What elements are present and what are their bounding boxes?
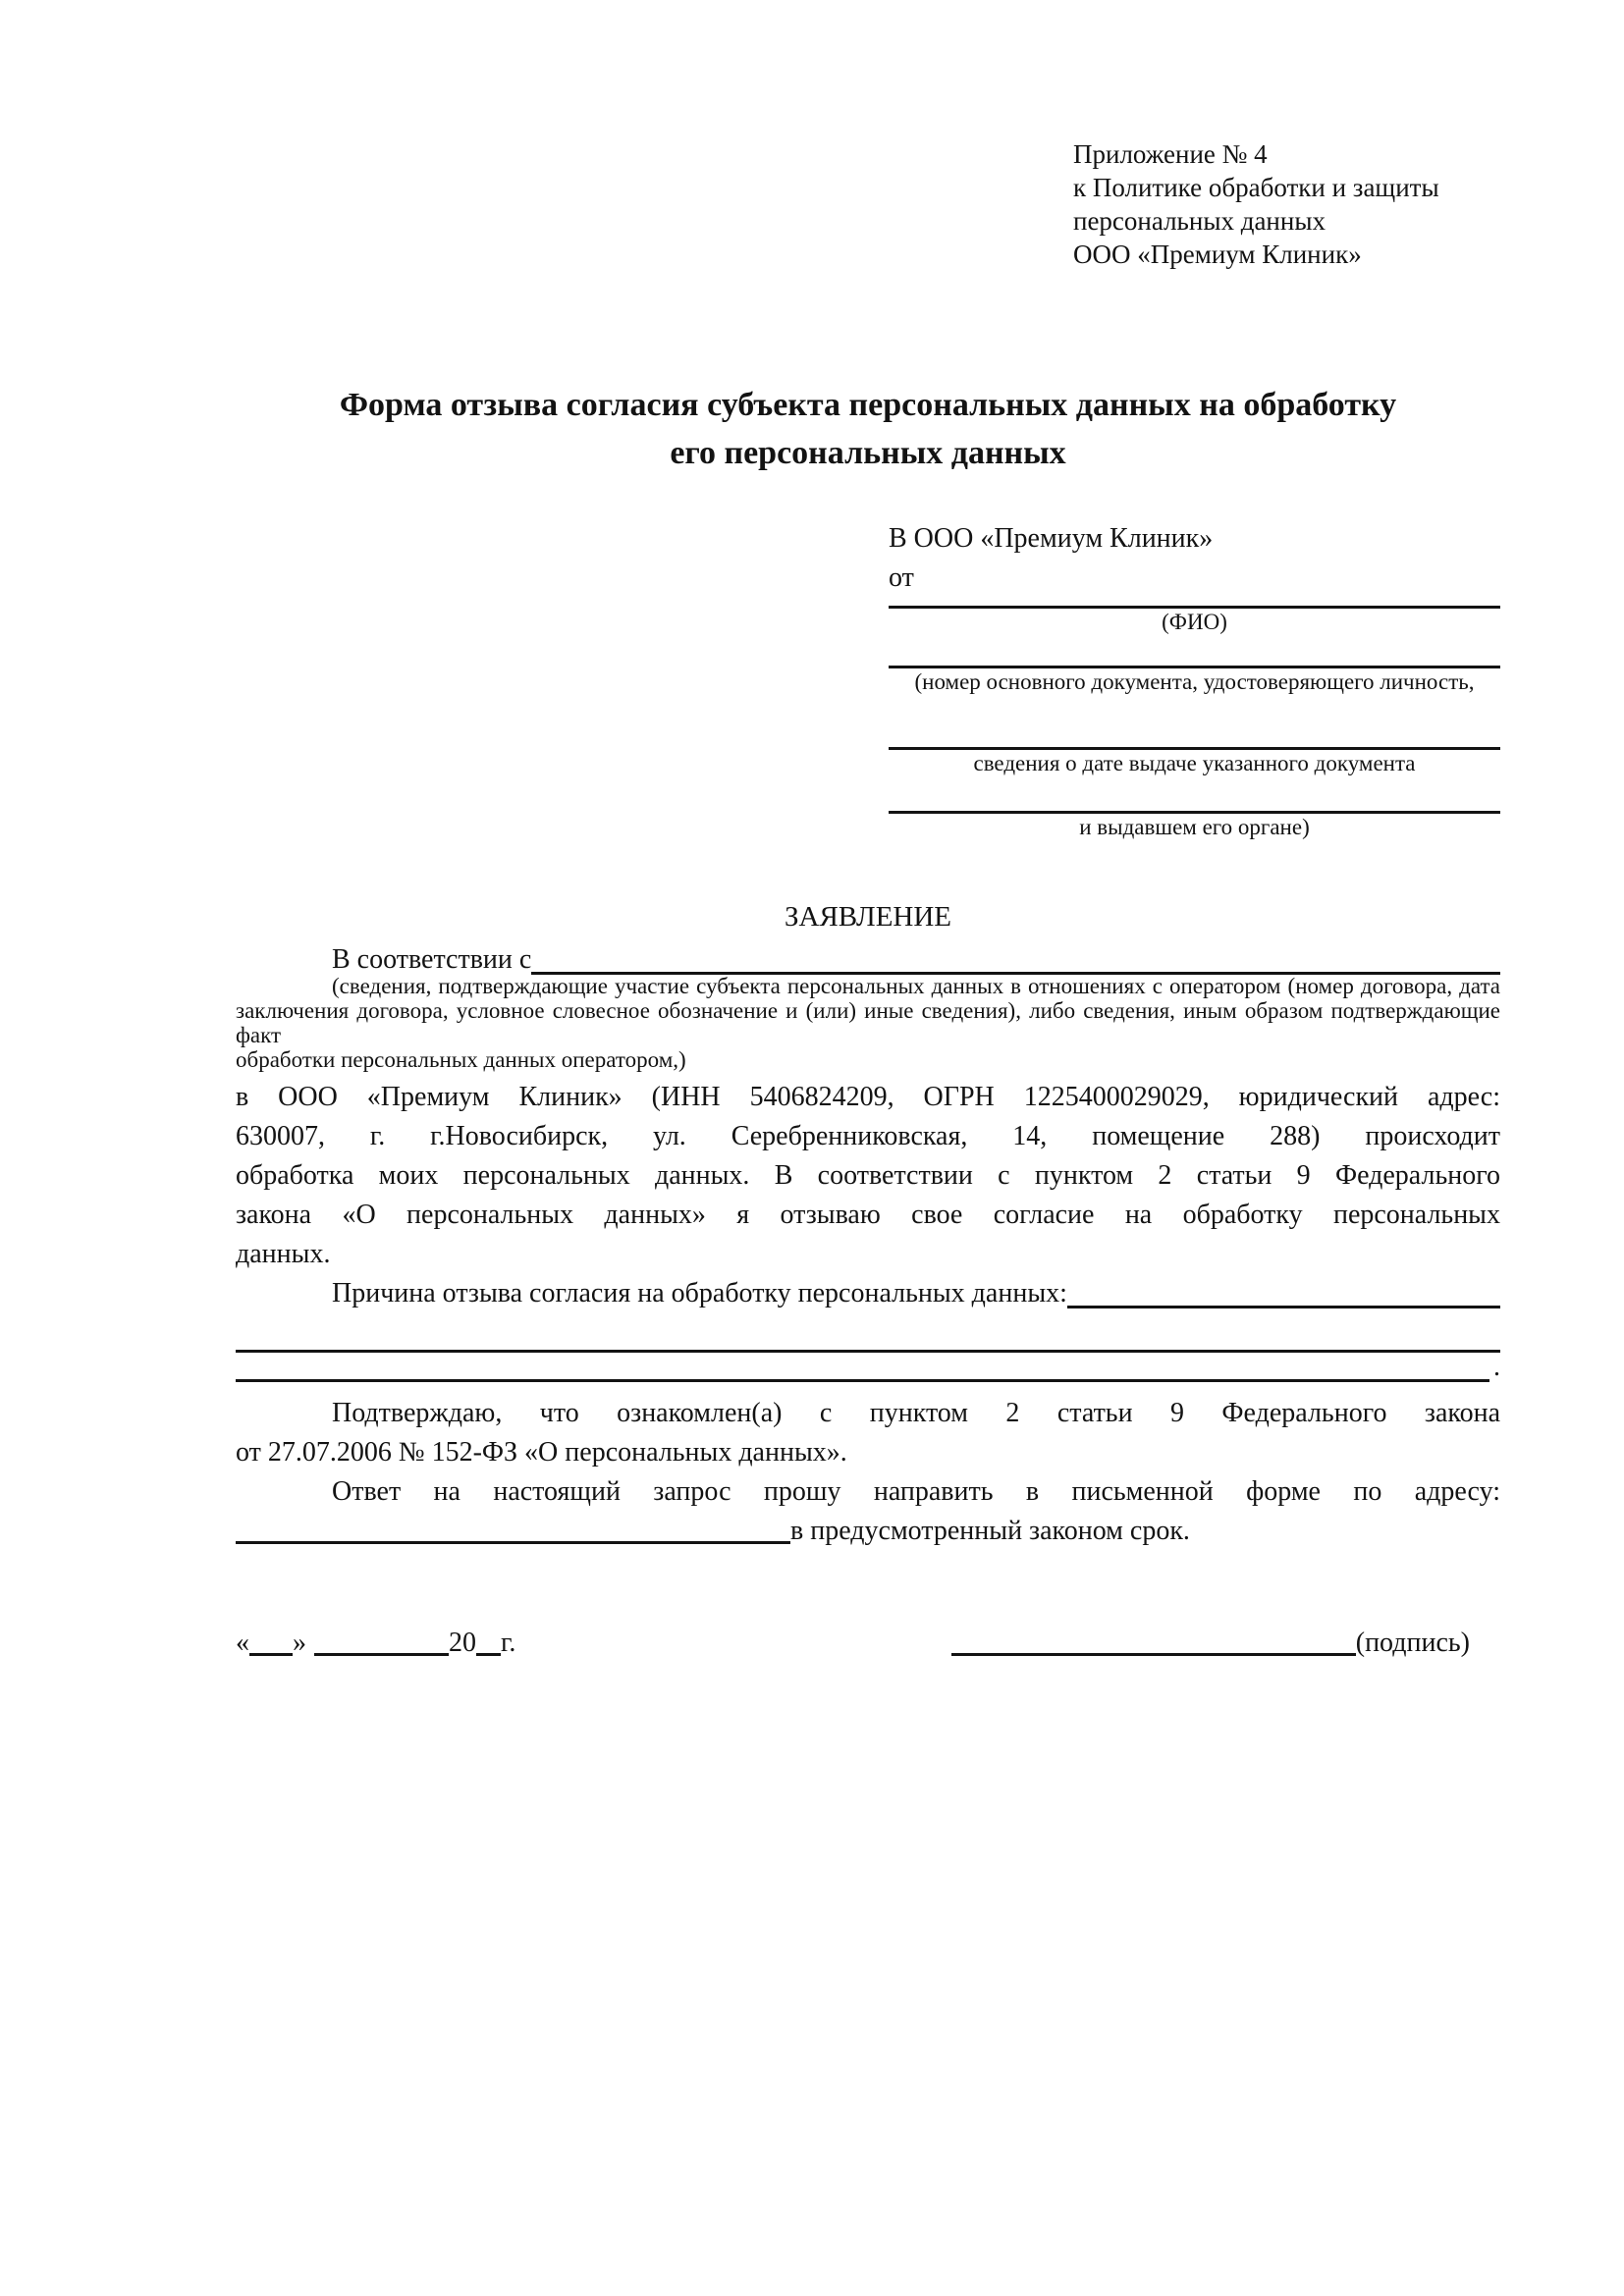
date-group [236,1624,515,1663]
date-year-prefix: 20 [449,1628,476,1658]
date-quote-close: » [293,1628,306,1658]
appendix-note [1073,137,1500,271]
confirmation-line: от 27.07.2006 № 152-ФЗ «О персональных данных». [236,1437,847,1468]
appendix-line: Приложение № 4 [1073,139,1268,169]
date-year-suffix: г. [501,1628,516,1658]
reply-line-1: Ответ на настоящий запрос прошу направить в письменной форме по адресу: [332,1476,1500,1507]
reason-blank-line [1067,1306,1500,1308]
body-line: данных. [236,1239,331,1269]
date-signature-row [236,1624,1500,1663]
statement-body [236,1078,1500,1274]
signature-caption: (подпись) [1355,1628,1470,1658]
issuing-authority-blank-line [889,803,1500,814]
appendix-line: персональных данных [1073,206,1326,236]
reason-row [236,1274,1500,1313]
footnote-line: обработки персональных данных оператором,) [236,1047,686,1072]
date-day-blank [249,1652,293,1656]
signature-group [951,1624,1470,1663]
body-line: 630007, г. г.Новосибирск, ул. Серебренниковская, 14, помещение 288) происходит [236,1121,1500,1151]
footnote-line: заключения договора, условное словесное обозначение и (или) иные сведения), либо сведения, иным образом подтверждающие факт [236,998,1500,1047]
signature-blank-line [951,1652,1356,1656]
footnote-line: (сведения, подтверждающие участие субъекта персональных данных в отношениях с оператором (номер договора, дата [332,974,1500,998]
confirmation-line: Подтверждаю, что ознакомлен(а) с пунктом 2 статьи 9 Федерального закона [332,1398,1500,1428]
reason-label: Причина отзыва согласия на обработку персональных данных: [332,1278,1067,1308]
title-line-1: Форма отзыва согласия субъекта персональных данных на обработку [339,387,1397,423]
reason-blank-line-3-row [236,1353,1500,1382]
document-number-caption: (номер основного документа, удостоверяющего личность, [914,669,1475,694]
issue-date-caption: сведения о дате выдаче указанного документа [973,751,1416,775]
reason-blank-line-3 [236,1354,1489,1382]
addressee-to: В ООО «Премиум Клиник» [889,523,1214,554]
date-quote-open: « [236,1628,249,1658]
body-line: в ООО «Премиум Клиник» (ИНН 5406824209, ОГРН 1225400029029, юридический адрес: [236,1082,1500,1112]
appendix-line: ООО «Премиум Клиник» [1073,240,1362,269]
reason-terminator: . [1493,1352,1500,1382]
confirmation-paragraph [236,1394,1500,1551]
reply-address-blank-line [236,1540,790,1544]
date-month-blank [314,1652,449,1656]
reply-suffix: в предусмотренный законом срок. [790,1516,1190,1546]
intro-footnote [236,974,1500,1072]
issue-date-blank-line [889,739,1500,750]
document-number-blank-line [889,658,1500,668]
intro-prefix-text: В соответствии с [332,944,532,975]
fio-blank-line [889,598,1500,609]
body-line: закона «О персональных данных» я отзываю свое согласие на обработку персональных [236,1200,1500,1230]
body-line: обработка моих персональных данных. В соответствии с пунктом 2 статьи 9 Федерального [236,1160,1500,1191]
fio-caption: (ФИО) [1162,610,1227,634]
addressee-block [889,519,1500,841]
reason-blank-line-2 [236,1313,1500,1353]
statement-heading: ЗАЯВЛЕНИЕ [784,901,952,933]
title-line-2: его персональных данных [670,435,1066,471]
reply-line-2 [236,1512,1500,1551]
date-year-blank [476,1652,501,1656]
appendix-line: к Политике обработки и защиты [1073,173,1439,202]
issuing-authority-caption: и выдавшем его органе) [1079,815,1310,839]
addressee-from-label: от [889,562,914,593]
document-title [236,381,1500,477]
